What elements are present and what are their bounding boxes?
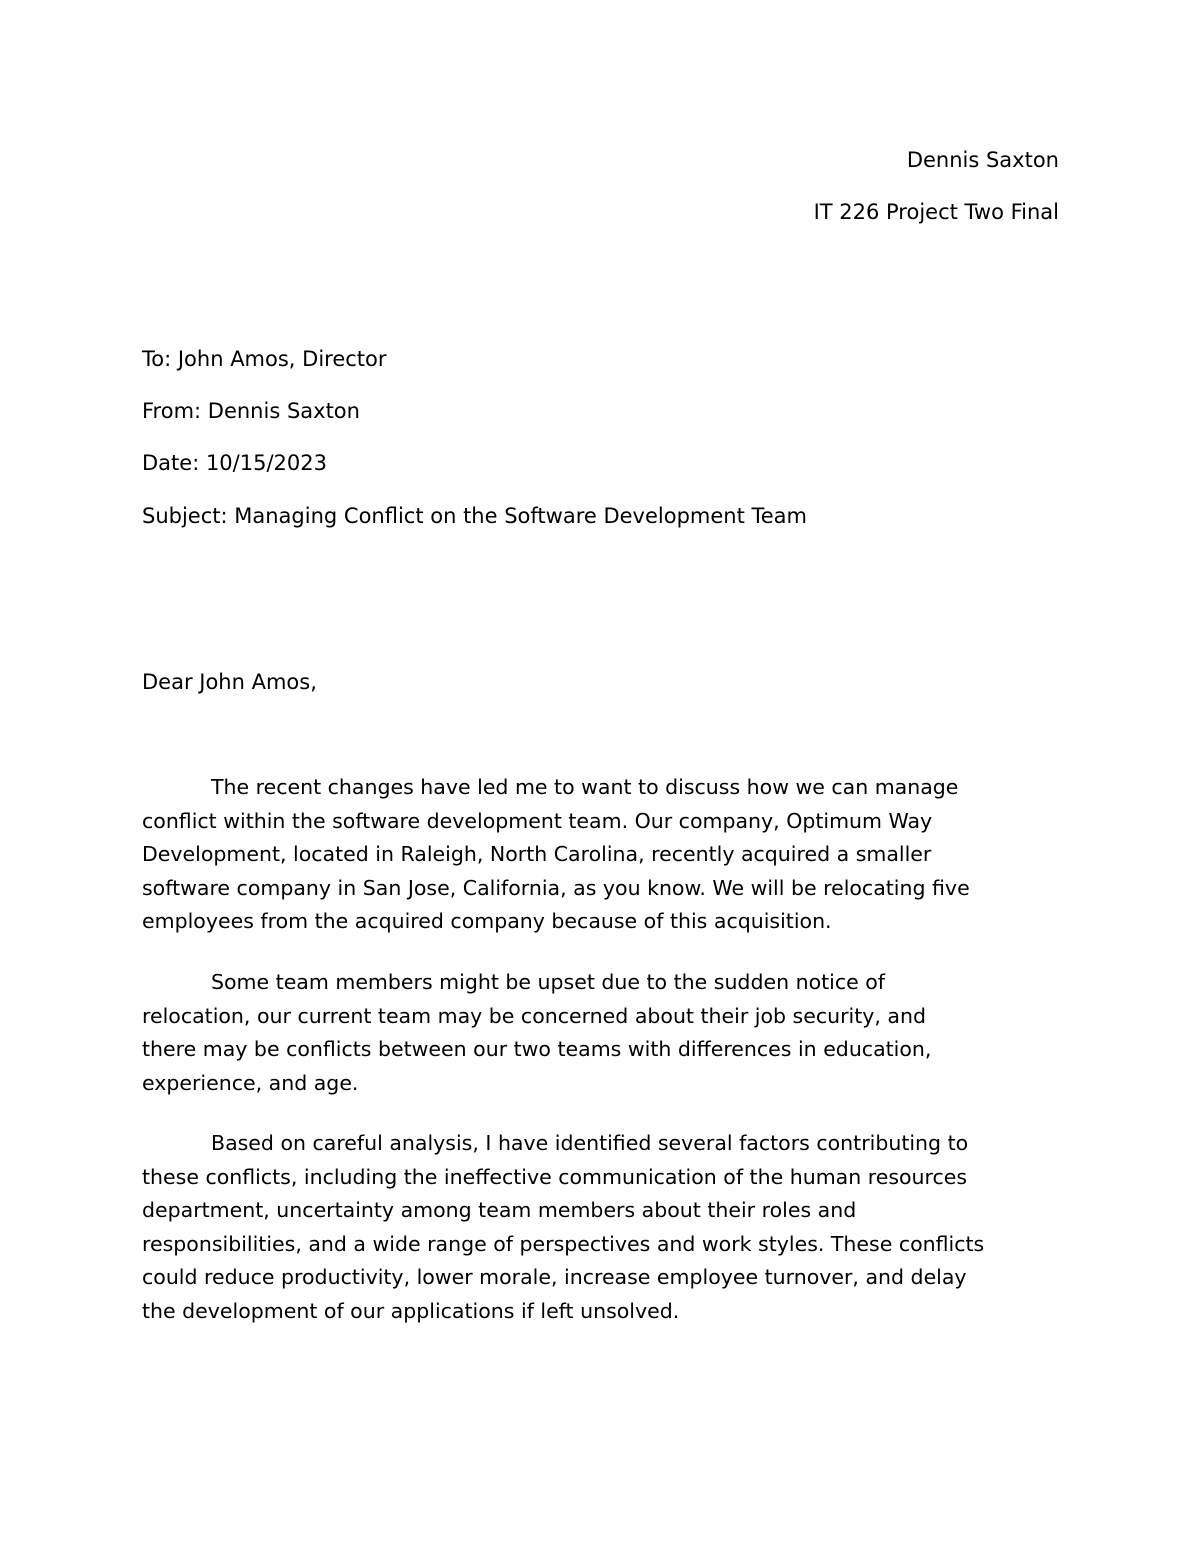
paragraph-line: the development of our applications if left unsolved. bbox=[142, 1298, 680, 1323]
paragraph-line: Development, located in Raleigh, North Carolina, recently acquired a smaller bbox=[142, 842, 932, 867]
paragraph-line: could reduce productivity, lower morale, increase employee turnover, and delay bbox=[142, 1265, 967, 1290]
memo-from: From: Dennis Saxton bbox=[142, 399, 360, 423]
paragraph-line: Based on careful analysis, I have identified several factors contributing to bbox=[211, 1131, 969, 1155]
course-title: IT 226 Project Two Final bbox=[813, 200, 1059, 224]
paragraph-line: The recent changes have led me to want to discuss how we can manage bbox=[211, 775, 959, 799]
paragraph-line: responsibilities, and a wide range of perspectives and work styles. These conflicts bbox=[142, 1231, 985, 1256]
paragraph-line: software company in San Jose, California, as you know. We will be relocating five bbox=[142, 875, 970, 900]
paragraph-line: Some team members might be upset due to the sudden notice of bbox=[211, 970, 886, 994]
memo-to: To: John Amos, Director bbox=[142, 347, 387, 371]
memo-date: Date: 10/15/2023 bbox=[142, 451, 327, 475]
paragraph-line: experience, and age. bbox=[142, 1070, 359, 1095]
paragraph-line: there may be conflicts between our two teams with differences in education, bbox=[142, 1037, 932, 1062]
memo-subject: Subject: Managing Conflict on the Software Development Team bbox=[142, 504, 808, 528]
author-name: Dennis Saxton bbox=[906, 148, 1059, 172]
paragraph-line: department, uncertainty among team members about their roles and bbox=[142, 1198, 857, 1223]
body-paragraph bbox=[142, 1127, 1062, 1329]
paragraph-line: these conflicts, including the ineffective communication of the human resources bbox=[142, 1164, 968, 1189]
salutation: Dear John Amos, bbox=[142, 670, 317, 694]
body-paragraph bbox=[142, 771, 1062, 939]
body-paragraph bbox=[142, 966, 1062, 1100]
paragraph-line: relocation, our current team may be concerned about their job security, and bbox=[142, 1003, 926, 1028]
paragraph-line: employees from the acquired company because of this acquisition. bbox=[142, 909, 832, 934]
paragraph-line: conflict within the software development team. Our company, Optimum Way bbox=[142, 808, 933, 833]
